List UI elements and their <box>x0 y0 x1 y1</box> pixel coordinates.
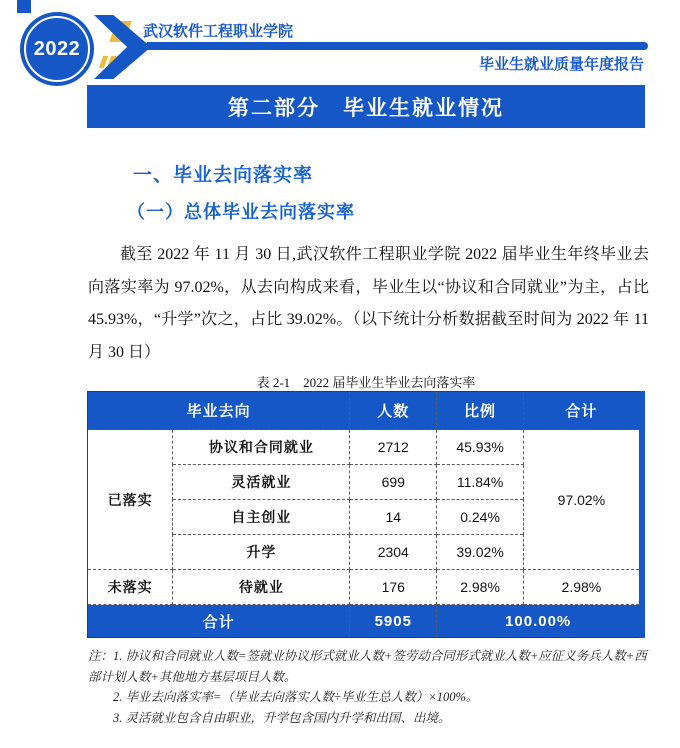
footer-count: 5905 <box>350 605 437 638</box>
heading-level-1: 一、毕业去向落实率 <box>133 165 314 186</box>
group-label-implemented: 已落实 <box>88 430 173 570</box>
cell-ratio: 0.24% <box>437 500 524 535</box>
section-banner <box>87 85 645 128</box>
table-caption: 表 2-1 2022 届毕业生毕业去向落实率 <box>256 375 476 390</box>
cell-ratio: 11.84% <box>437 465 524 500</box>
cell-count: 699 <box>350 465 437 500</box>
header-cell-total: 合计 <box>523 392 642 430</box>
cell-category: 待就业 <box>173 570 350 605</box>
year-badge-ring <box>24 16 90 82</box>
school-name: 武汉软件工程职业学院 <box>143 23 294 40</box>
year-badge <box>20 12 94 86</box>
corner-accent-square <box>17 0 31 13</box>
header-cell-ratio: 比例 <box>437 392 524 430</box>
cell-count: 2304 <box>350 535 437 570</box>
cell-category: 自主创业 <box>173 500 350 535</box>
cell-category: 协议和合同就业 <box>173 430 350 465</box>
section-banner-title: 第二部分 毕业生就业情况 <box>228 96 504 120</box>
group-total-implemented: 97.02% <box>523 430 642 570</box>
header-cell-destination: 毕业去向 <box>88 392 350 430</box>
table-notes <box>88 646 654 728</box>
note-line: 3. 灵活就业包含自由职业，升学包含国内升学和出国、出境。 <box>113 710 451 725</box>
cell-category: 升学 <box>173 535 350 570</box>
cell-ratio: 45.93% <box>437 430 524 465</box>
body-paragraph: 截至 2022 年 11 月 30 日,武汉软件工程职业学院 2022 届毕业生年终毕业去向落实率为 97.02%，从去向构成来看，毕业生以“协议和合同就业”为主，占比 45.93%，“升学”次之，占比 39.02%。（以下统计分析数据截至时间为 2022 年 11 月 30 日） <box>88 246 649 361</box>
report-title: 毕业生就业质量年度报告 <box>478 56 644 73</box>
year-label: 2022 <box>33 37 81 60</box>
cell-ratio: 2.98% <box>437 570 524 605</box>
group-total-not-implemented: 2.98% <box>523 570 642 605</box>
note-line: 2. 毕业去向落实率=（毕业去向落实人数÷毕业生总人数）×100%。 <box>113 690 479 704</box>
header-rule <box>147 42 648 50</box>
employment-table-wrapper <box>87 391 645 638</box>
footer-label: 合计 <box>88 605 350 638</box>
cell-category: 灵活就业 <box>173 465 350 500</box>
note-line: 注：1. 协议和合同就业人数=签就业协议形式就业人数+签劳动合同形式就业人数+应征义务兵人数+西部计划人数+其他地方基层项目人数。 <box>88 649 647 684</box>
group-label-not-implemented: 未落实 <box>88 570 173 605</box>
employment-table <box>87 391 645 638</box>
header-cell-count: 人数 <box>350 392 437 430</box>
cell-ratio: 39.02% <box>437 535 524 570</box>
table-header-row <box>88 392 643 430</box>
table-footer-row <box>88 605 643 638</box>
table-row <box>88 430 643 465</box>
heading-level-2: （一）总体毕业去向落实率 <box>127 202 355 222</box>
cell-count: 2712 <box>350 430 437 465</box>
cell-count: 176 <box>350 570 437 605</box>
table-row <box>88 570 643 605</box>
footer-percent: 100.00% <box>437 605 642 638</box>
cell-count: 14 <box>350 500 437 535</box>
